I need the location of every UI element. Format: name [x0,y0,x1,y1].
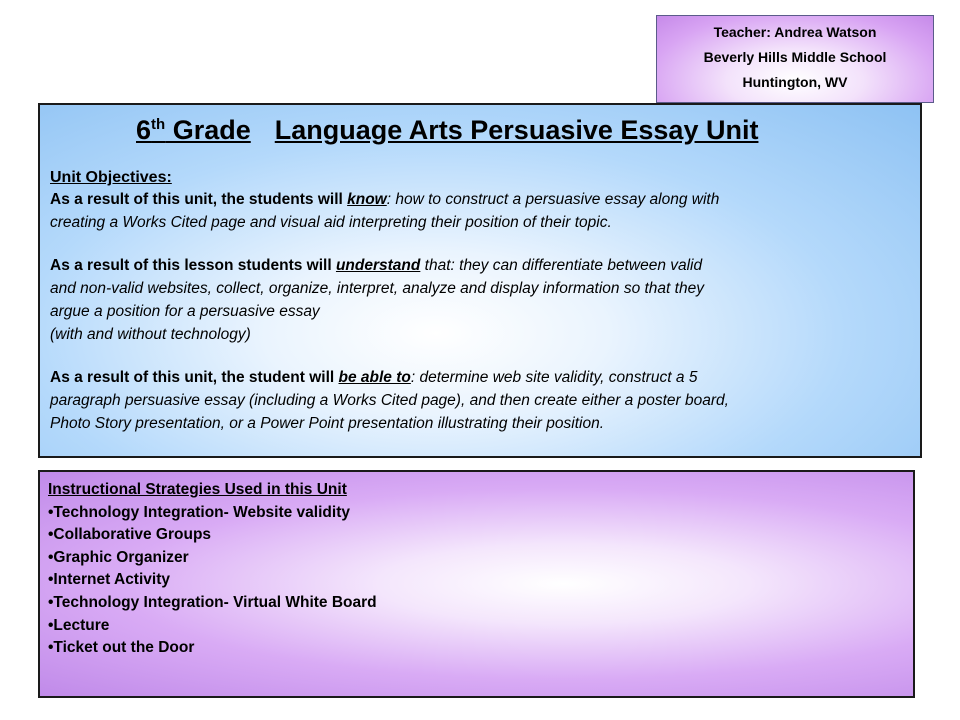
instructional-strategies-panel [38,470,915,698]
objective-able: As a result of this unit, the student will be able to: determine web site validity, construct a 5 paragraph persuasive essay (including a Works Cited page), and then create either a poster board, Photo Story presentation, or a Power Point presentation illustrating their position. [50,369,729,432]
strategy-item: •Technology Integration- Virtual White Board [48,593,377,611]
objectives-heading: Unit Objectives: [50,169,172,186]
strategy-item: •Internet Activity [48,571,170,589]
strategy-item: •Graphic Organizer [48,548,189,566]
grade-label: 6th Grade [136,115,251,145]
strategy-item: •Ticket out the Door [48,639,195,657]
objective-know: As a result of this unit, the students will know: how to construct a persuasive essay along with creating a Works Cited page and visual aid interpreting their position of their topic. [50,191,720,231]
strategies-heading: Instructional Strategies Used in this Unit [48,481,347,498]
objective-understand: As a result of this lesson students will understand that: they can differentiate between valid and non-valid websites, collect, organize, interpret, analyze and display information so that they argue a position for a persuasive essay (with and without technology) [50,257,704,343]
course-title: Language Arts Persuasive Essay Unit [274,115,759,145]
teacher-name: Teacher: Andrea Watson [713,24,877,40]
unit-title [136,115,910,146]
unit-objectives-panel [38,103,922,458]
school-name: Beverly Hills Middle School [703,49,887,65]
school-location: Huntington, WV [742,74,848,90]
strategy-item: •Collaborative Groups [48,526,212,544]
strategy-item: •Technology Integration- Website validity [48,503,350,521]
teacher-info-box [656,15,934,103]
strategy-item: •Lecture [48,616,110,634]
